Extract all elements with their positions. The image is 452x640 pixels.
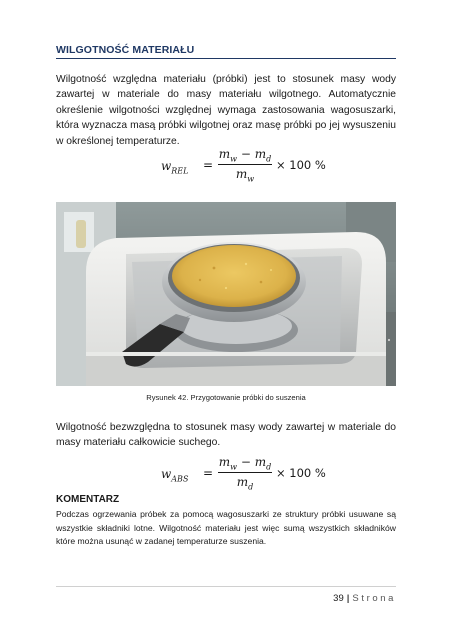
page-footer — [333, 593, 396, 604]
page-number: 39 — [333, 593, 344, 604]
formula-relative-moisture — [56, 147, 396, 187]
formula-fraction — [218, 455, 272, 490]
heading-underline — [56, 58, 396, 59]
formula-equals: = — [203, 466, 214, 480]
comment-heading: KOMENTARZ — [56, 494, 120, 505]
formula-lhs: $w_{REL}$ — [161, 159, 189, 176]
formula-multiplier: × 100 % — [276, 466, 326, 480]
paragraph-relative-moisture: Wilgotność względna materiału (próbki) jest to stosunek masy wody zawartej w materiale do masy materiału wilgotnego. Automatycznie określenie wilgotności względnej wymaga zastosowania wagosuszarki, która wyznacza masą próbki wilgotnej oraz masę próbki po jej wysuszeniu w określonej temperaturze. — [56, 74, 396, 147]
figure-caption: Rysunek 42. Przygotowanie próbki do suszenia — [146, 393, 306, 402]
formula-numerator: $m_w - m_d$ — [218, 455, 272, 472]
formula-lhs: $w_{ABS}$ — [161, 467, 189, 484]
fraction-bar — [218, 164, 272, 165]
comment-text: Podczas ogrzewania próbek za pomocą wagosuszarki ze struktury próbki usuwane są wszystkie składniki lotne. Wilgotność materiału jest więc sumą wszystkich składników które można usunąć w zadanej temperaturze suszenia. — [56, 509, 396, 547]
moisture-analyzer-photo — [56, 202, 396, 386]
formula-absolute-moisture — [56, 455, 396, 495]
formula-equals: = — [203, 158, 214, 172]
formula-numerator: $m_w - m_d$ — [218, 147, 272, 164]
formula-denominator: $m_w$ — [235, 167, 255, 184]
paragraph-absolute-moisture: Wilgotność bezwzględna to stosunek masy wody zawartej w materiale do masy materiału całkowicie suchego. — [56, 422, 396, 449]
formula-denominator: $m_d$ — [236, 475, 254, 492]
formula-fraction — [218, 147, 272, 182]
fraction-bar — [218, 472, 272, 473]
footer-label: Strona — [352, 593, 396, 604]
section-heading: WILGOTNOŚĆ MATERIAŁU — [56, 44, 195, 56]
formula-multiplier: × 100 % — [276, 158, 326, 172]
footer-divider — [56, 586, 396, 587]
footer-separator: | — [346, 593, 350, 604]
